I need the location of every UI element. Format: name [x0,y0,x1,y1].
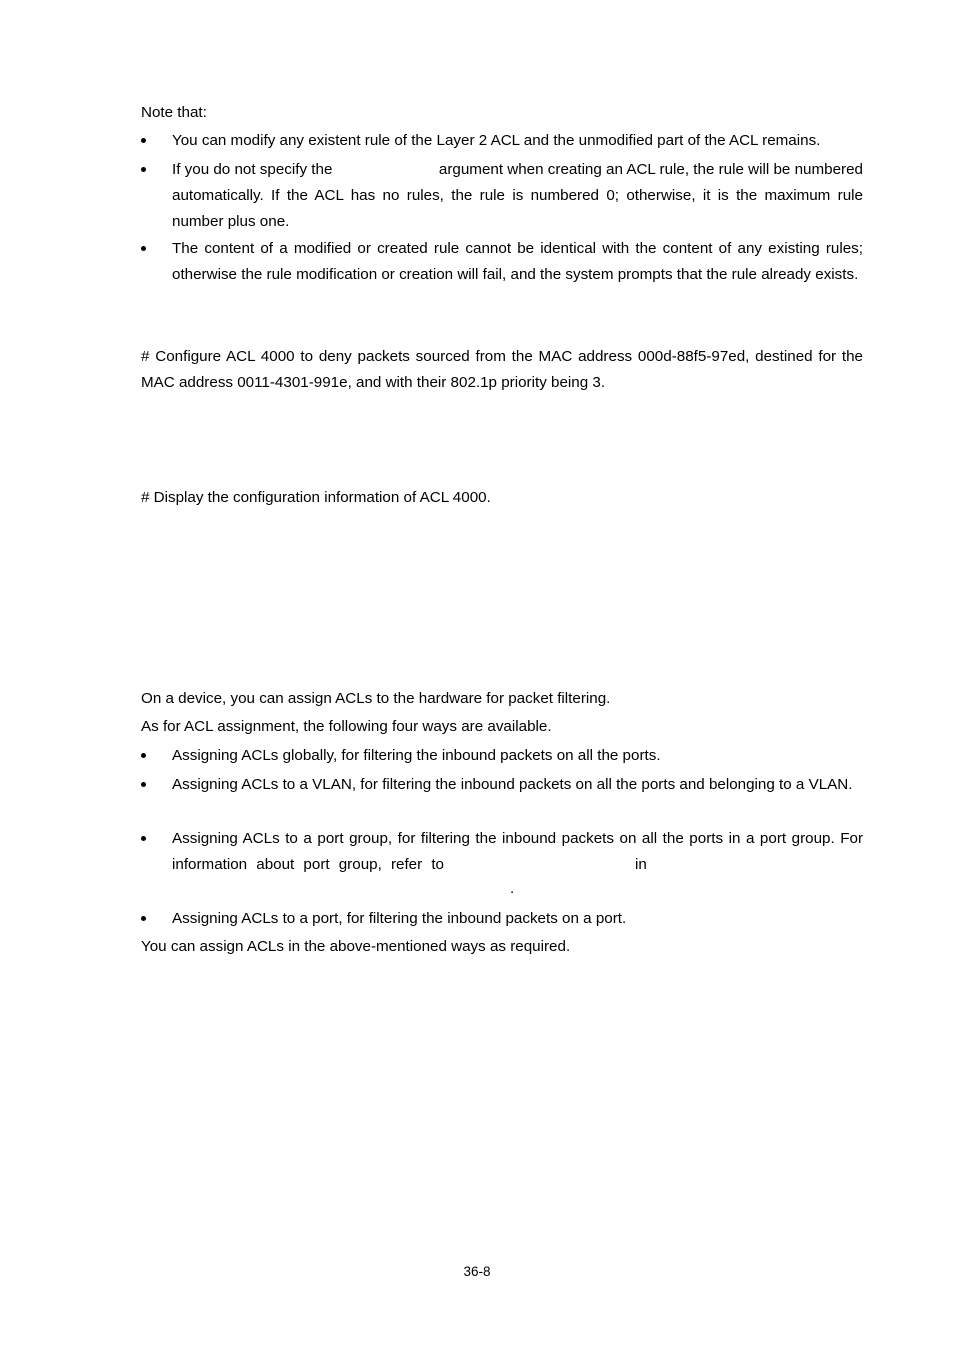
bullet-icon [141,753,146,758]
note-item-3-text: The content of a modified or created rule cannot be identical with the content of any existing rules; otherwise the rule modification or creation will fail, and the system prompts that the rule already exists. [172,240,863,283]
assign-intro: On a device, you can assign ACLs to the hardware for packet filtering. [141,690,611,707]
closing-paragraph: You can assign ACLs in the above-mentioned ways as required. [141,938,571,955]
way-item-vlan-text: Assigning ACLs to a VLAN, for filtering the inbound packets on all the ports and belonging to a VLAN. [172,776,853,793]
note-intro: Note that: [141,104,207,121]
way-item-port-text: Assigning ACLs to a port, for filtering the inbound packets on a port. [172,910,627,927]
display-paragraph: # Display the configuration information of ACL 4000. [141,489,491,506]
way-item-port-group-line2-end: in [635,856,647,873]
way-item-port-group-period: . [510,880,515,897]
assign-ways-intro: As for ACL assignment, the following four ways are available. [141,718,552,735]
bullet-icon [141,836,146,841]
note-item-2-text-end: argument when creating an ACL rule, the rule will be numbered [438,161,863,178]
bullet-icon [141,916,146,921]
way-item-global-text: Assigning ACLs globally, for filtering the inbound packets on all the ports. [172,747,661,764]
way-item-port-group-line2-start: information about port group, refer to [172,856,444,873]
page-number: 36-8 [463,1264,491,1279]
bullet-icon [141,782,146,787]
way-item-port-group-text [172,826,863,904]
note-item-2-text [172,157,863,235]
bullet-icon [141,246,146,251]
configure-paragraph: # Configure ACL 4000 to deny packets sourced from the MAC address 000d-88f5-97ed, destined for the MAC address 0011-4301-991e, and with their 802.1p priority being 3. [141,348,863,391]
note-item-2-text-start: If you do not specify the [172,161,333,178]
note-item-2-text-rest: automatically. If the ACL has no rules, the rule is numbered 0; otherwise, it is the maximum rule number plus one. [172,187,863,230]
note-item-1-text: You can modify any existent rule of the Layer 2 ACL and the unmodified part of the ACL remains. [172,132,821,149]
bullet-icon [141,167,146,172]
bullet-icon [141,138,146,143]
way-item-port-group-line1: Assigning ACLs to a port group, for filtering the inbound packets on all the ports in a port group. For [172,830,863,847]
